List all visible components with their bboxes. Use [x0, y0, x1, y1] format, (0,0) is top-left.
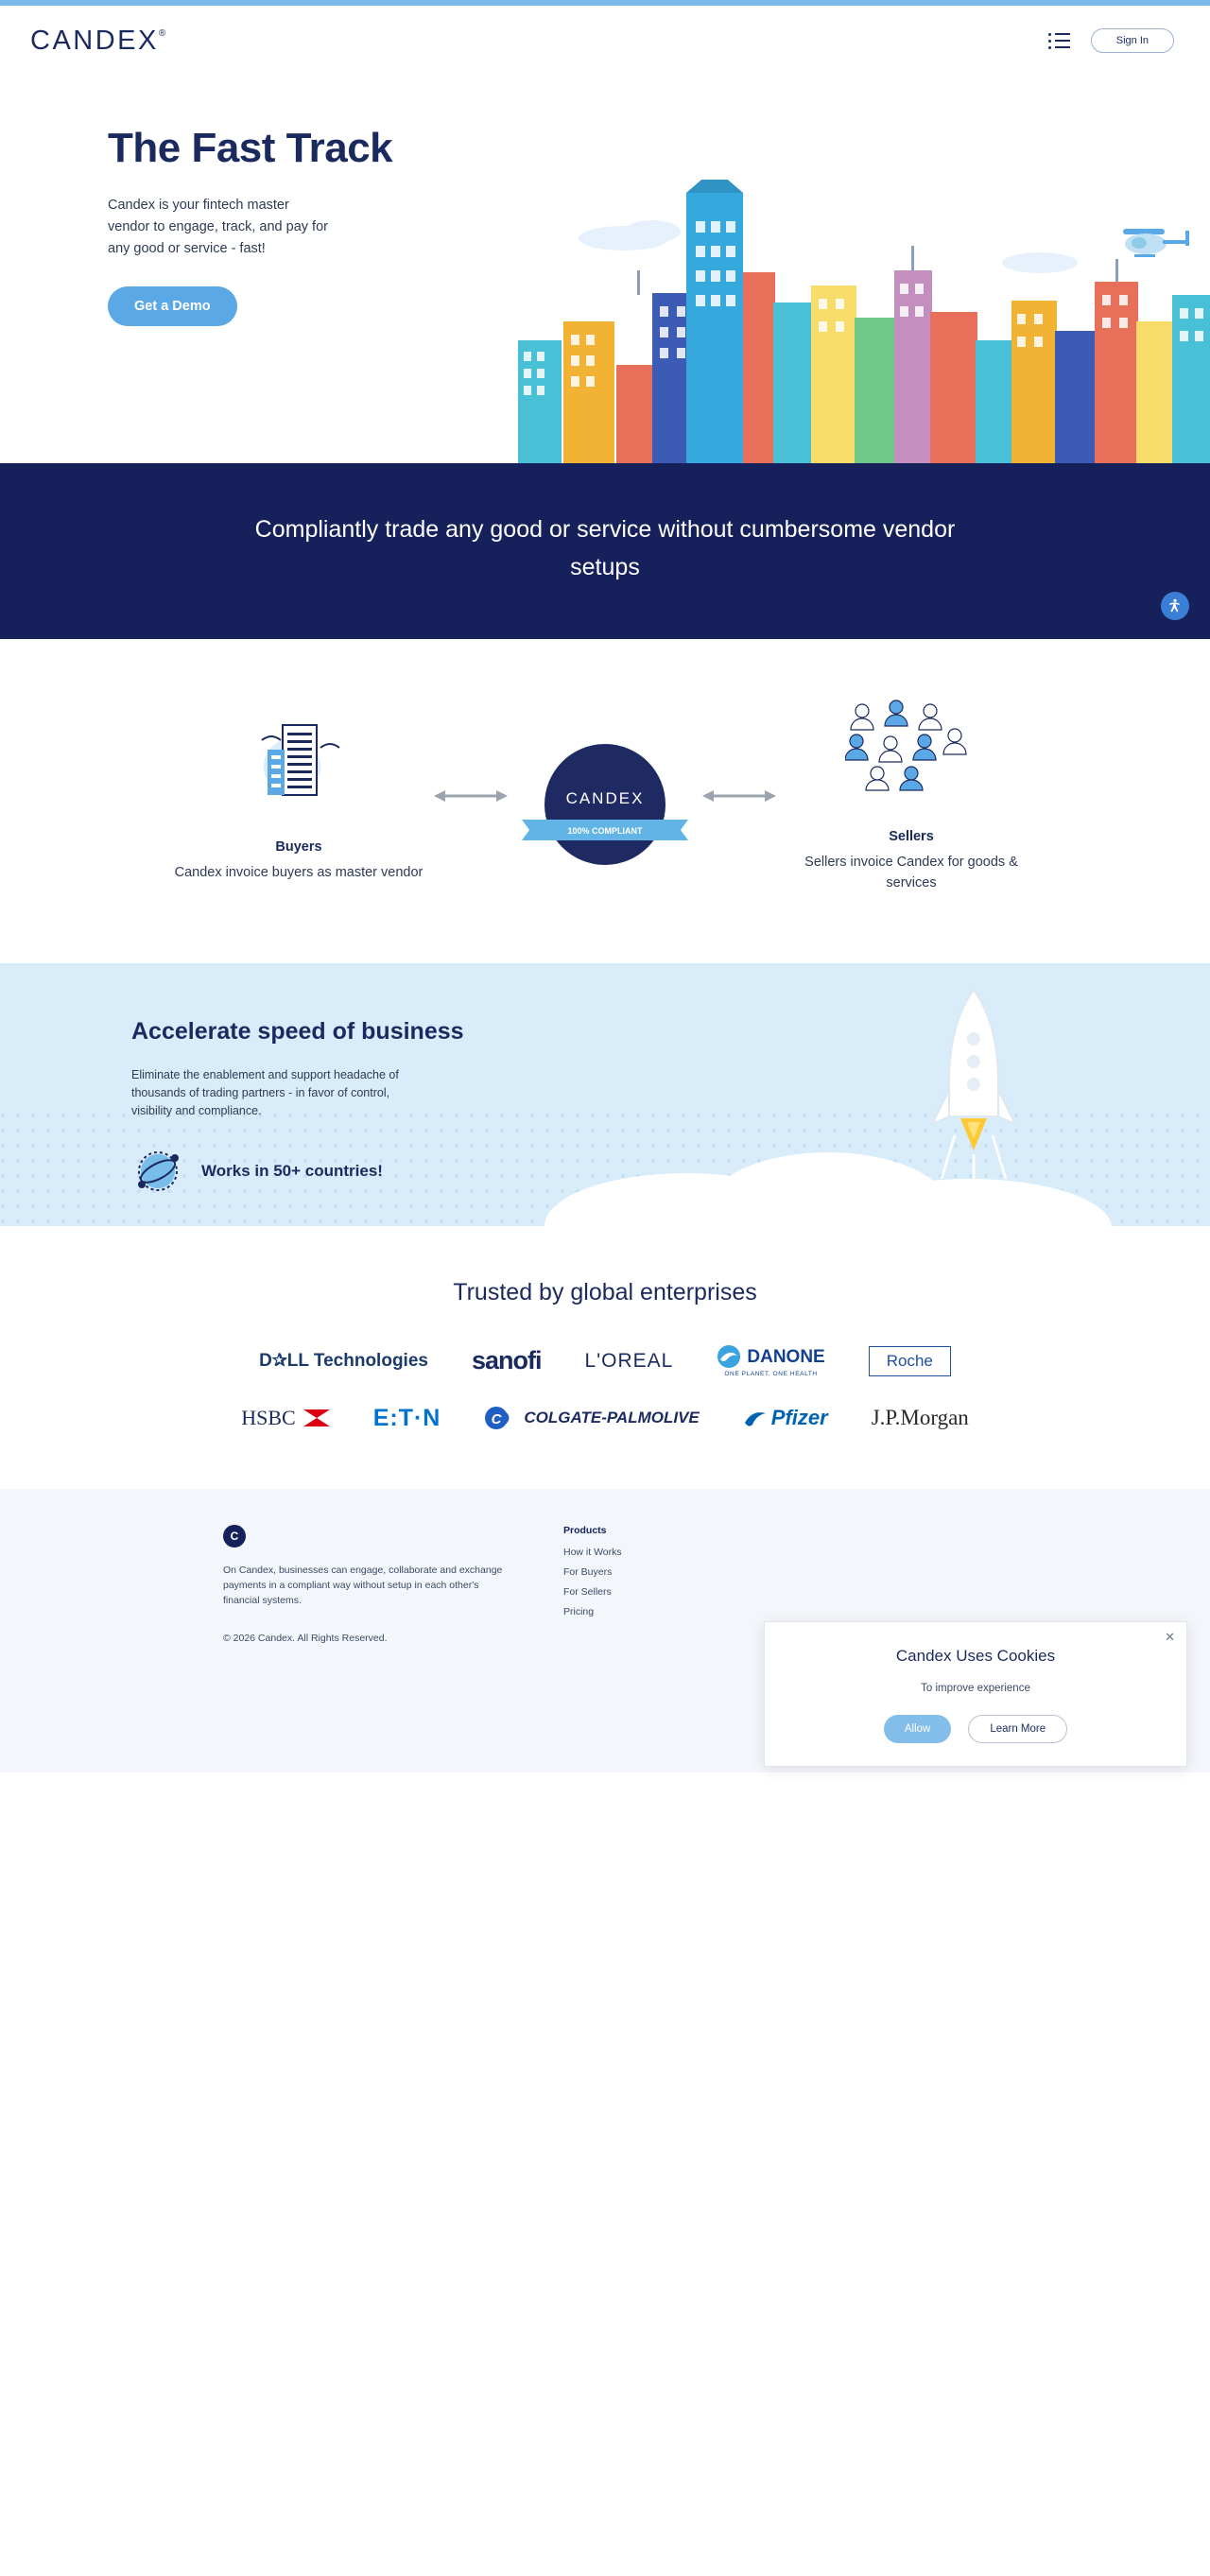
candex-logo[interactable] [30, 26, 165, 57]
hsbc-hexagon-icon [303, 1409, 330, 1426]
sellers-title: Sellers [889, 829, 934, 844]
logo-pfizer: Pfizer [770, 1406, 828, 1429]
footer-link-pricing[interactable]: Pricing [563, 1605, 595, 1617]
cookie-allow-button[interactable]: Allow [884, 1715, 951, 1743]
compliance-ribbon [522, 816, 688, 844]
cookie-title: Candex Uses Cookies [895, 1646, 1056, 1665]
logo-colgate-palmolive: COLGATE-PALMOLIVE [524, 1409, 700, 1426]
candex-center-logo: CANDEX [565, 788, 645, 807]
logo-danone-tagline: ONE PLANET. ONE HEALTH [724, 1371, 818, 1377]
footer-link-how-it-works[interactable]: How it Works [563, 1546, 622, 1558]
footer-column-heading: Products [563, 1524, 607, 1536]
accelerate-section [0, 963, 1210, 1226]
trusted-title: Trusted by global enterprises [453, 1279, 757, 1305]
logo-jpmorgan: J.P.Morgan [871, 1406, 969, 1429]
logo-row-1 [0, 1344, 1210, 1378]
footer-link-for-sellers[interactable]: For Sellers [563, 1585, 612, 1598]
people-group-icon [845, 698, 977, 802]
accelerate-content [0, 963, 1210, 1198]
logo-roche: Roche [869, 1346, 951, 1376]
compliance-banner [0, 463, 1210, 639]
cookie-consent-dialog [764, 1621, 1187, 1767]
arrow-left [431, 787, 510, 805]
footer-brand-block [223, 1525, 507, 1644]
diagram-node-candex [510, 744, 700, 848]
colgate-cp-icon [484, 1406, 516, 1430]
footer-copyright: © 2026 Candex. All Rights Reserved. [223, 1632, 388, 1644]
footer-link-for-buyers[interactable]: For Buyers [563, 1565, 613, 1578]
banner-headline: Compliantly trade any good or service without cumbersome vendor setups [254, 516, 956, 580]
buyers-desc: Candex invoice buyers as master vendor [174, 865, 424, 880]
sign-in-button[interactable]: Sign In [1091, 28, 1174, 53]
close-icon[interactable]: ✕ [1165, 1629, 1175, 1644]
svg-text:100% COMPLIANT: 100% COMPLIANT [567, 825, 643, 836]
logo-hsbc: HSBC [241, 1406, 296, 1429]
logo-registered-mark: ® [158, 27, 166, 39]
sellers-caption [779, 829, 1044, 893]
sellers-desc: Sellers invoice Candex for goods & services [804, 855, 1018, 890]
logo-loreal: L'OREAL [584, 1349, 674, 1372]
footer-description: On Candex, businesses can engage, collaborate and exchange payments in a compliant way without setup in each other's financial systems. [223, 1564, 503, 1606]
hero-content [0, 76, 1210, 326]
arrow-right [700, 787, 779, 805]
logo-sanofi: sanofi [471, 1346, 542, 1375]
office-building-icon [247, 708, 351, 812]
countries-label: Works in 50+ countries! [201, 1162, 383, 1180]
get-a-demo-button[interactable]: Get a Demo [108, 286, 237, 326]
diagram-node-buyers [166, 708, 431, 883]
footer-column-products [563, 1525, 705, 1644]
diagram-row [0, 698, 1210, 893]
trusted-section [0, 1226, 1210, 1489]
hero-section [0, 76, 1210, 463]
accessibility-icon[interactable] [1161, 592, 1189, 620]
countries-row [131, 1145, 1210, 1198]
logo-text: CANDEX [30, 25, 159, 56]
site-header [0, 6, 1210, 76]
hero-title: The Fast Track [108, 125, 393, 171]
accelerate-title: Accelerate speed of business [131, 1018, 464, 1045]
cookie-buttons [784, 1715, 1167, 1743]
svg-text:C: C [491, 1411, 502, 1427]
cookie-learn-more-button[interactable]: Learn More [968, 1715, 1067, 1743]
buyers-caption [166, 839, 431, 883]
globe-network-icon [131, 1145, 184, 1198]
pfizer-swoosh-icon [743, 1408, 768, 1428]
cookie-text: To improve experience [921, 1682, 1030, 1694]
logo-row-2 [0, 1405, 1210, 1432]
diagram-node-sellers [779, 698, 1044, 893]
buyers-title: Buyers [275, 839, 322, 855]
accelerate-paragraph: Eliminate the enablement and support headache of thousands of trading partners - in favor of control, visibility and compliance. [131, 1068, 399, 1117]
list-menu-icon[interactable] [1048, 33, 1070, 49]
logo-eaton: E:T·N [372, 1404, 441, 1431]
marketplace-diagram-section [0, 639, 1210, 963]
header-actions [1048, 28, 1174, 53]
site-footer [0, 1489, 1210, 1772]
footer-logo-icon: C [223, 1525, 246, 1547]
logo-dell-technologies: D✰LL Technologies [259, 1351, 428, 1372]
hero-paragraph: Candex is your fintech master vendor to engage, track, and pay for any good or service - fast! [108, 198, 328, 256]
logo-danone: DANONE [747, 1346, 825, 1367]
danone-swirl-icon [717, 1344, 741, 1369]
